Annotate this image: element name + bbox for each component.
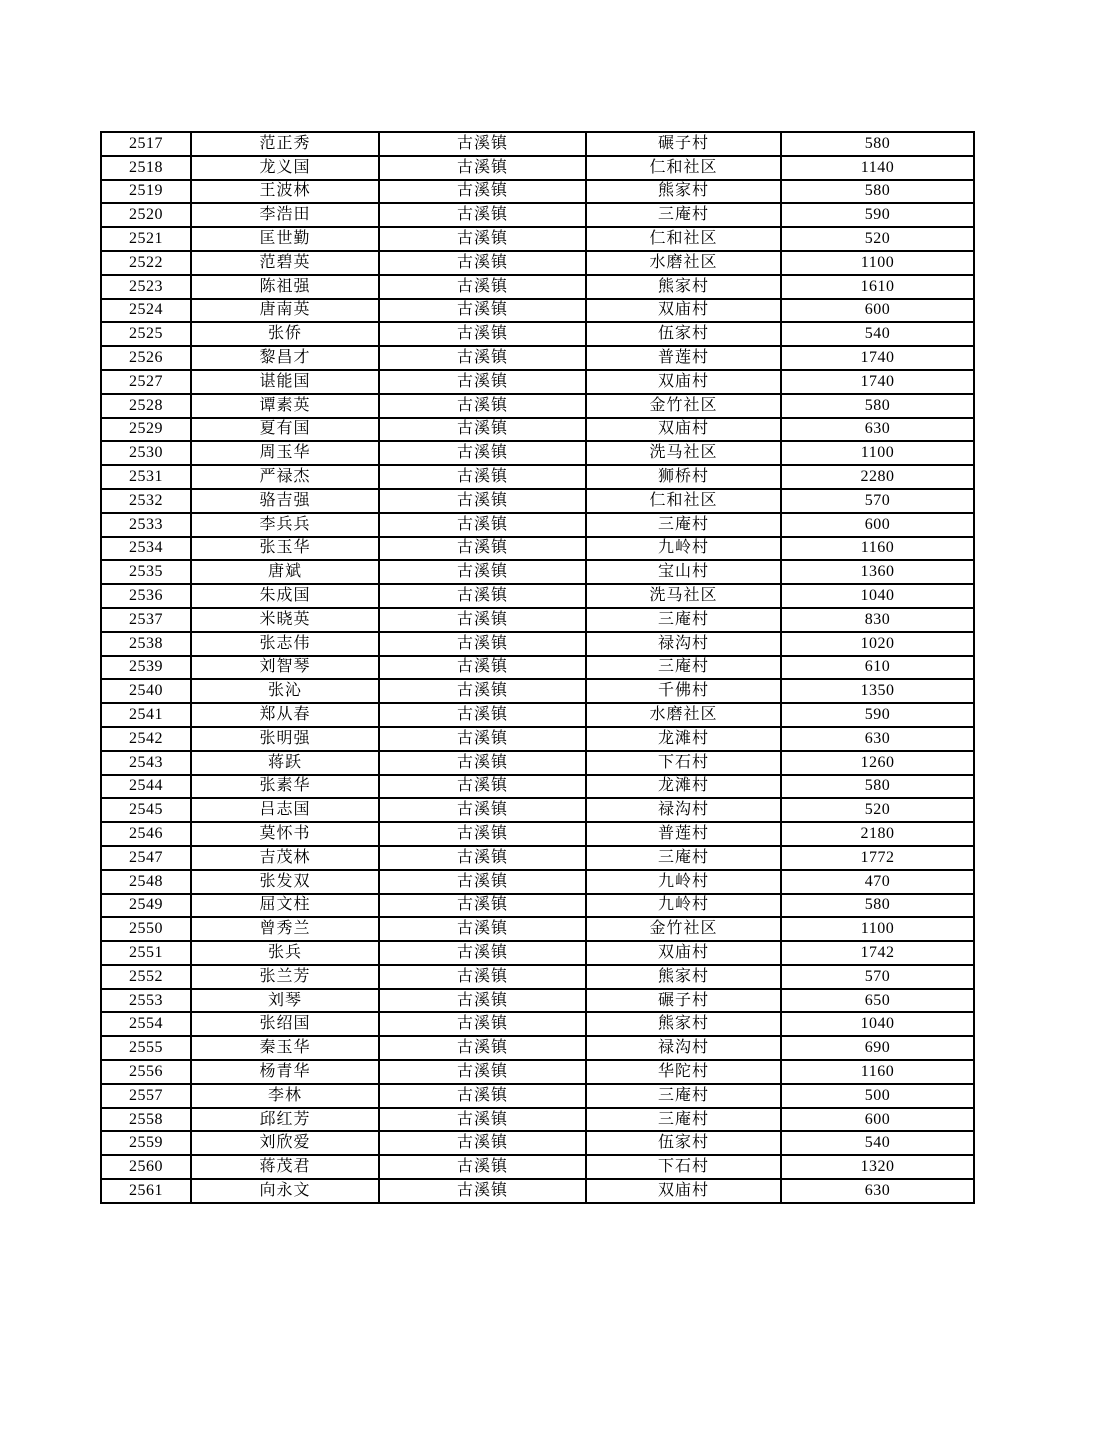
table-row bbox=[101, 965, 974, 989]
cell-village: 禄沟村 bbox=[586, 798, 781, 822]
table-row bbox=[101, 751, 974, 775]
cell-name: 张绍国 bbox=[191, 1012, 379, 1036]
cell-name: 邱红芳 bbox=[191, 1108, 379, 1132]
cell-id: 2530 bbox=[101, 441, 191, 465]
cell-amount: 580 bbox=[781, 132, 974, 156]
table-row bbox=[101, 394, 974, 418]
cell-town: 古溪镇 bbox=[379, 203, 586, 227]
table-row bbox=[101, 489, 974, 513]
cell-id: 2546 bbox=[101, 822, 191, 846]
cell-town: 古溪镇 bbox=[379, 1036, 586, 1060]
cell-amount: 500 bbox=[781, 1084, 974, 1108]
cell-name: 郑从春 bbox=[191, 703, 379, 727]
cell-village: 禄沟村 bbox=[586, 632, 781, 656]
cell-town: 古溪镇 bbox=[379, 917, 586, 941]
cell-village: 九岭村 bbox=[586, 894, 781, 918]
table-row bbox=[101, 941, 974, 965]
cell-id: 2554 bbox=[101, 1012, 191, 1036]
table-row bbox=[101, 894, 974, 918]
cell-town: 古溪镇 bbox=[379, 441, 586, 465]
cell-amount: 2280 bbox=[781, 465, 974, 489]
cell-village: 九岭村 bbox=[586, 537, 781, 561]
cell-name: 周玉华 bbox=[191, 441, 379, 465]
cell-id: 2532 bbox=[101, 489, 191, 513]
table-row bbox=[101, 156, 974, 180]
table-row bbox=[101, 275, 974, 299]
cell-village: 宝山村 bbox=[586, 560, 781, 584]
cell-town: 古溪镇 bbox=[379, 965, 586, 989]
cell-amount: 600 bbox=[781, 1108, 974, 1132]
cell-id: 2534 bbox=[101, 537, 191, 561]
cell-name: 范正秀 bbox=[191, 132, 379, 156]
cell-name: 蒋茂君 bbox=[191, 1155, 379, 1179]
cell-id: 2531 bbox=[101, 465, 191, 489]
cell-amount: 580 bbox=[781, 180, 974, 204]
cell-village: 三庵村 bbox=[586, 203, 781, 227]
cell-town: 古溪镇 bbox=[379, 822, 586, 846]
cell-village: 禄沟村 bbox=[586, 1036, 781, 1060]
cell-name: 张侨 bbox=[191, 322, 379, 346]
cell-town: 古溪镇 bbox=[379, 703, 586, 727]
cell-amount: 650 bbox=[781, 989, 974, 1013]
cell-id: 2517 bbox=[101, 132, 191, 156]
table-row bbox=[101, 513, 974, 537]
table-row bbox=[101, 870, 974, 894]
cell-id: 2525 bbox=[101, 322, 191, 346]
table-row bbox=[101, 608, 974, 632]
cell-town: 古溪镇 bbox=[379, 846, 586, 870]
cell-name: 蒋跃 bbox=[191, 751, 379, 775]
cell-village: 双庙村 bbox=[586, 1179, 781, 1203]
cell-id: 2550 bbox=[101, 917, 191, 941]
table-row bbox=[101, 679, 974, 703]
table-row bbox=[101, 798, 974, 822]
cell-name: 李兵兵 bbox=[191, 513, 379, 537]
cell-id: 2545 bbox=[101, 798, 191, 822]
cell-village: 仁和社区 bbox=[586, 489, 781, 513]
cell-id: 2529 bbox=[101, 418, 191, 442]
cell-id: 2558 bbox=[101, 1108, 191, 1132]
roster-body bbox=[101, 132, 974, 1203]
cell-name: 谌能国 bbox=[191, 370, 379, 394]
cell-town: 古溪镇 bbox=[379, 156, 586, 180]
cell-name: 龙义国 bbox=[191, 156, 379, 180]
table-row bbox=[101, 251, 974, 275]
cell-village: 碾子村 bbox=[586, 989, 781, 1013]
cell-name: 骆吉强 bbox=[191, 489, 379, 513]
cell-town: 古溪镇 bbox=[379, 656, 586, 680]
cell-id: 2559 bbox=[101, 1131, 191, 1155]
cell-town: 古溪镇 bbox=[379, 299, 586, 323]
cell-id: 2533 bbox=[101, 513, 191, 537]
cell-id: 2541 bbox=[101, 703, 191, 727]
table-row bbox=[101, 1155, 974, 1179]
cell-name: 唐南英 bbox=[191, 299, 379, 323]
cell-village: 熊家村 bbox=[586, 275, 781, 299]
cell-town: 古溪镇 bbox=[379, 465, 586, 489]
cell-id: 2520 bbox=[101, 203, 191, 227]
cell-id: 2523 bbox=[101, 275, 191, 299]
cell-village: 双庙村 bbox=[586, 418, 781, 442]
cell-village: 洗马社区 bbox=[586, 584, 781, 608]
table-row bbox=[101, 989, 974, 1013]
cell-amount: 1742 bbox=[781, 941, 974, 965]
cell-name: 吕志国 bbox=[191, 798, 379, 822]
cell-name: 张沁 bbox=[191, 679, 379, 703]
cell-town: 古溪镇 bbox=[379, 584, 586, 608]
cell-id: 2556 bbox=[101, 1060, 191, 1084]
table-row bbox=[101, 1108, 974, 1132]
cell-name: 张明强 bbox=[191, 727, 379, 751]
cell-amount: 630 bbox=[781, 418, 974, 442]
cell-village: 仁和社区 bbox=[586, 156, 781, 180]
cell-town: 古溪镇 bbox=[379, 894, 586, 918]
cell-village: 伍家村 bbox=[586, 1131, 781, 1155]
cell-town: 古溪镇 bbox=[379, 798, 586, 822]
cell-village: 三庵村 bbox=[586, 656, 781, 680]
cell-village: 龙滩村 bbox=[586, 727, 781, 751]
cell-village: 华陀村 bbox=[586, 1060, 781, 1084]
cell-village: 水磨社区 bbox=[586, 703, 781, 727]
cell-town: 古溪镇 bbox=[379, 227, 586, 251]
cell-name: 莫怀书 bbox=[191, 822, 379, 846]
cell-id: 2540 bbox=[101, 679, 191, 703]
cell-amount: 580 bbox=[781, 894, 974, 918]
cell-id: 2548 bbox=[101, 870, 191, 894]
cell-amount: 1772 bbox=[781, 846, 974, 870]
table-row bbox=[101, 1036, 974, 1060]
cell-town: 古溪镇 bbox=[379, 132, 586, 156]
cell-name: 王波林 bbox=[191, 180, 379, 204]
cell-amount: 1100 bbox=[781, 917, 974, 941]
cell-id: 2537 bbox=[101, 608, 191, 632]
cell-amount: 570 bbox=[781, 965, 974, 989]
cell-id: 2536 bbox=[101, 584, 191, 608]
table-row bbox=[101, 846, 974, 870]
table-row bbox=[101, 703, 974, 727]
cell-village: 三庵村 bbox=[586, 846, 781, 870]
cell-town: 古溪镇 bbox=[379, 1060, 586, 1084]
cell-amount: 470 bbox=[781, 870, 974, 894]
cell-town: 古溪镇 bbox=[379, 418, 586, 442]
cell-village: 三庵村 bbox=[586, 1108, 781, 1132]
cell-name: 黎昌才 bbox=[191, 346, 379, 370]
cell-amount: 1040 bbox=[781, 584, 974, 608]
cell-id: 2538 bbox=[101, 632, 191, 656]
cell-amount: 520 bbox=[781, 227, 974, 251]
cell-name: 张兰芳 bbox=[191, 965, 379, 989]
cell-town: 古溪镇 bbox=[379, 727, 586, 751]
cell-name: 刘智琴 bbox=[191, 656, 379, 680]
cell-town: 古溪镇 bbox=[379, 1131, 586, 1155]
table-row bbox=[101, 1060, 974, 1084]
cell-name: 曾秀兰 bbox=[191, 917, 379, 941]
cell-id: 2524 bbox=[101, 299, 191, 323]
cell-amount: 1160 bbox=[781, 537, 974, 561]
cell-town: 古溪镇 bbox=[379, 1012, 586, 1036]
cell-village: 双庙村 bbox=[586, 370, 781, 394]
cell-village: 熊家村 bbox=[586, 180, 781, 204]
cell-village: 洗马社区 bbox=[586, 441, 781, 465]
cell-name: 匡世勤 bbox=[191, 227, 379, 251]
cell-id: 2547 bbox=[101, 846, 191, 870]
cell-town: 古溪镇 bbox=[379, 775, 586, 799]
cell-id: 2518 bbox=[101, 156, 191, 180]
cell-village: 金竹社区 bbox=[586, 394, 781, 418]
cell-amount: 590 bbox=[781, 703, 974, 727]
cell-village: 三庵村 bbox=[586, 513, 781, 537]
cell-id: 2543 bbox=[101, 751, 191, 775]
cell-town: 古溪镇 bbox=[379, 180, 586, 204]
cell-village: 三庵村 bbox=[586, 1084, 781, 1108]
cell-name: 屈文柱 bbox=[191, 894, 379, 918]
table-row bbox=[101, 441, 974, 465]
cell-town: 古溪镇 bbox=[379, 608, 586, 632]
cell-town: 古溪镇 bbox=[379, 560, 586, 584]
cell-amount: 540 bbox=[781, 322, 974, 346]
cell-village: 三庵村 bbox=[586, 608, 781, 632]
cell-amount: 610 bbox=[781, 656, 974, 680]
cell-name: 夏有国 bbox=[191, 418, 379, 442]
table-row bbox=[101, 1179, 974, 1203]
cell-name: 吉茂林 bbox=[191, 846, 379, 870]
cell-id: 2526 bbox=[101, 346, 191, 370]
cell-town: 古溪镇 bbox=[379, 370, 586, 394]
cell-town: 古溪镇 bbox=[379, 941, 586, 965]
cell-amount: 1140 bbox=[781, 156, 974, 180]
cell-id: 2521 bbox=[101, 227, 191, 251]
cell-amount: 1100 bbox=[781, 441, 974, 465]
table-row bbox=[101, 465, 974, 489]
cell-amount: 580 bbox=[781, 394, 974, 418]
cell-name: 张玉华 bbox=[191, 537, 379, 561]
cell-village: 下石村 bbox=[586, 1155, 781, 1179]
cell-village: 普莲村 bbox=[586, 346, 781, 370]
table-row bbox=[101, 537, 974, 561]
table-row bbox=[101, 322, 974, 346]
cell-name: 范碧英 bbox=[191, 251, 379, 275]
cell-town: 古溪镇 bbox=[379, 489, 586, 513]
cell-village: 普莲村 bbox=[586, 822, 781, 846]
roster-table bbox=[100, 131, 975, 1204]
cell-village: 九岭村 bbox=[586, 870, 781, 894]
table-row bbox=[101, 584, 974, 608]
cell-village: 水磨社区 bbox=[586, 251, 781, 275]
cell-town: 古溪镇 bbox=[379, 1179, 586, 1203]
cell-id: 2535 bbox=[101, 560, 191, 584]
cell-village: 狮桥村 bbox=[586, 465, 781, 489]
cell-id: 2557 bbox=[101, 1084, 191, 1108]
cell-id: 2544 bbox=[101, 775, 191, 799]
cell-amount: 630 bbox=[781, 1179, 974, 1203]
table-row bbox=[101, 418, 974, 442]
cell-town: 古溪镇 bbox=[379, 322, 586, 346]
cell-town: 古溪镇 bbox=[379, 346, 586, 370]
cell-town: 古溪镇 bbox=[379, 1084, 586, 1108]
cell-amount: 1740 bbox=[781, 346, 974, 370]
cell-id: 2539 bbox=[101, 656, 191, 680]
cell-name: 陈祖强 bbox=[191, 275, 379, 299]
cell-village: 千佛村 bbox=[586, 679, 781, 703]
cell-town: 古溪镇 bbox=[379, 1155, 586, 1179]
cell-amount: 1320 bbox=[781, 1155, 974, 1179]
cell-village: 金竹社区 bbox=[586, 917, 781, 941]
cell-town: 古溪镇 bbox=[379, 537, 586, 561]
cell-town: 古溪镇 bbox=[379, 513, 586, 537]
cell-name: 李浩田 bbox=[191, 203, 379, 227]
cell-amount: 590 bbox=[781, 203, 974, 227]
cell-id: 2555 bbox=[101, 1036, 191, 1060]
cell-amount: 630 bbox=[781, 727, 974, 751]
cell-id: 2561 bbox=[101, 1179, 191, 1203]
table-row bbox=[101, 227, 974, 251]
cell-amount: 1020 bbox=[781, 632, 974, 656]
cell-town: 古溪镇 bbox=[379, 632, 586, 656]
cell-town: 古溪镇 bbox=[379, 989, 586, 1013]
cell-name: 唐斌 bbox=[191, 560, 379, 584]
cell-town: 古溪镇 bbox=[379, 679, 586, 703]
table-row bbox=[101, 132, 974, 156]
cell-amount: 520 bbox=[781, 798, 974, 822]
cell-amount: 570 bbox=[781, 489, 974, 513]
table-row bbox=[101, 1084, 974, 1108]
cell-id: 2553 bbox=[101, 989, 191, 1013]
cell-amount: 1610 bbox=[781, 275, 974, 299]
cell-name: 杨青华 bbox=[191, 1060, 379, 1084]
cell-amount: 600 bbox=[781, 513, 974, 537]
cell-village: 龙滩村 bbox=[586, 775, 781, 799]
cell-amount: 1350 bbox=[781, 679, 974, 703]
cell-name: 张素华 bbox=[191, 775, 379, 799]
cell-id: 2549 bbox=[101, 894, 191, 918]
cell-town: 古溪镇 bbox=[379, 275, 586, 299]
cell-name: 李林 bbox=[191, 1084, 379, 1108]
table-row bbox=[101, 1012, 974, 1036]
cell-name: 刘琴 bbox=[191, 989, 379, 1013]
table-row bbox=[101, 180, 974, 204]
cell-name: 谭素英 bbox=[191, 394, 379, 418]
table-row bbox=[101, 1131, 974, 1155]
table-row bbox=[101, 727, 974, 751]
cell-village: 双庙村 bbox=[586, 299, 781, 323]
table-row bbox=[101, 299, 974, 323]
cell-village: 仁和社区 bbox=[586, 227, 781, 251]
table-row bbox=[101, 917, 974, 941]
table-row bbox=[101, 560, 974, 584]
cell-amount: 540 bbox=[781, 1131, 974, 1155]
cell-amount: 1740 bbox=[781, 370, 974, 394]
cell-name: 刘欣爱 bbox=[191, 1131, 379, 1155]
table-row bbox=[101, 775, 974, 799]
cell-amount: 1040 bbox=[781, 1012, 974, 1036]
cell-amount: 1100 bbox=[781, 251, 974, 275]
table-row bbox=[101, 656, 974, 680]
cell-village: 熊家村 bbox=[586, 965, 781, 989]
cell-name: 张兵 bbox=[191, 941, 379, 965]
cell-name: 向永文 bbox=[191, 1179, 379, 1203]
cell-town: 古溪镇 bbox=[379, 751, 586, 775]
cell-id: 2527 bbox=[101, 370, 191, 394]
cell-name: 张发双 bbox=[191, 870, 379, 894]
cell-town: 古溪镇 bbox=[379, 251, 586, 275]
cell-amount: 1260 bbox=[781, 751, 974, 775]
cell-id: 2551 bbox=[101, 941, 191, 965]
cell-name: 张志伟 bbox=[191, 632, 379, 656]
cell-id: 2522 bbox=[101, 251, 191, 275]
cell-town: 古溪镇 bbox=[379, 870, 586, 894]
cell-amount: 600 bbox=[781, 299, 974, 323]
cell-id: 2542 bbox=[101, 727, 191, 751]
cell-village: 碾子村 bbox=[586, 132, 781, 156]
table-row bbox=[101, 822, 974, 846]
cell-village: 熊家村 bbox=[586, 1012, 781, 1036]
cell-amount: 580 bbox=[781, 775, 974, 799]
cell-town: 古溪镇 bbox=[379, 1108, 586, 1132]
table-row bbox=[101, 632, 974, 656]
cell-village: 伍家村 bbox=[586, 322, 781, 346]
table-row bbox=[101, 203, 974, 227]
cell-id: 2552 bbox=[101, 965, 191, 989]
cell-amount: 1360 bbox=[781, 560, 974, 584]
cell-name: 朱成国 bbox=[191, 584, 379, 608]
cell-amount: 690 bbox=[781, 1036, 974, 1060]
table-row bbox=[101, 346, 974, 370]
cell-town: 古溪镇 bbox=[379, 394, 586, 418]
table-row bbox=[101, 370, 974, 394]
cell-village: 下石村 bbox=[586, 751, 781, 775]
cell-amount: 1160 bbox=[781, 1060, 974, 1084]
cell-amount: 2180 bbox=[781, 822, 974, 846]
cell-amount: 830 bbox=[781, 608, 974, 632]
cell-id: 2519 bbox=[101, 180, 191, 204]
cell-name: 秦玉华 bbox=[191, 1036, 379, 1060]
cell-id: 2560 bbox=[101, 1155, 191, 1179]
cell-name: 严禄杰 bbox=[191, 465, 379, 489]
cell-village: 双庙村 bbox=[586, 941, 781, 965]
cell-name: 米晓英 bbox=[191, 608, 379, 632]
cell-id: 2528 bbox=[101, 394, 191, 418]
